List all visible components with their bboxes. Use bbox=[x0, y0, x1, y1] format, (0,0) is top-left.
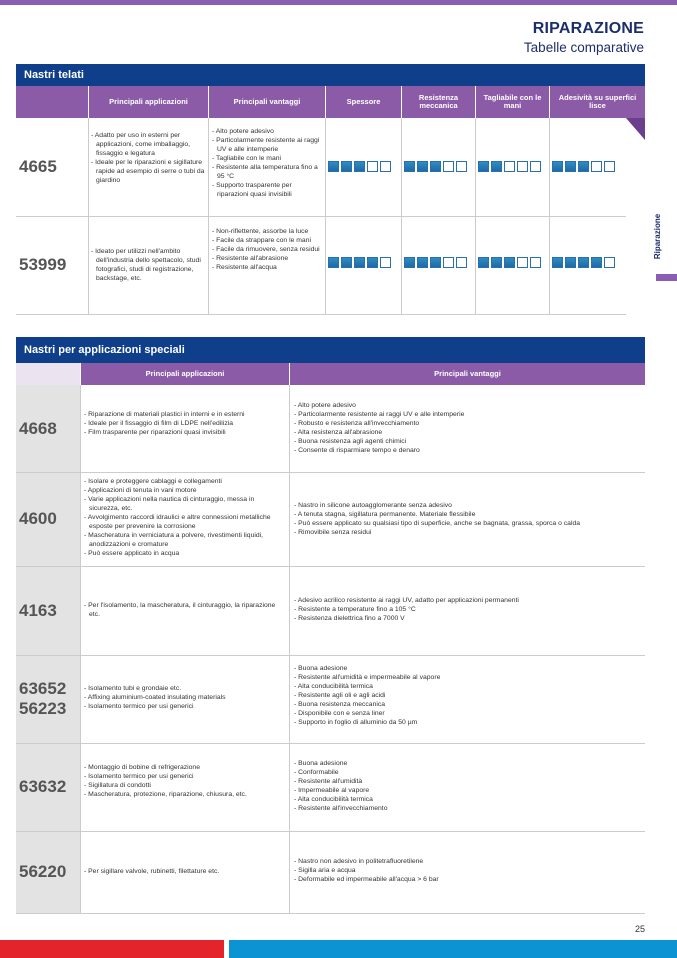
rating-square bbox=[417, 257, 428, 268]
side-tab-label: Riparazione bbox=[653, 213, 663, 260]
row-divider bbox=[16, 216, 626, 217]
product-code: 56220 bbox=[19, 862, 67, 882]
product-code: 4665 bbox=[19, 157, 57, 176]
row-divider bbox=[16, 566, 645, 567]
advantages-text: - Buona adesione - Resistente all'umidità e impermeabile al vapore - Alta conducibilità termica - Resistente agli oli e agli acidi - Buona resistenza meccanica - Disponibile con e senza liner - Supporto in foglio di alluminio da 50 µm bbox=[294, 665, 441, 726]
rating-square bbox=[443, 161, 454, 172]
row-divider bbox=[16, 472, 645, 473]
col-header-mechanical-resistance: Resistenza meccanica bbox=[401, 86, 475, 118]
product-code: 4600 bbox=[19, 509, 57, 529]
footer-red-bar bbox=[0, 940, 224, 958]
rating-square bbox=[591, 257, 602, 268]
rating-square bbox=[491, 257, 502, 268]
rating-square bbox=[504, 161, 515, 172]
section-title-nastri-telati: Nastri telati bbox=[16, 64, 645, 86]
page-title: RIPARAZIONE bbox=[532, 20, 644, 37]
rating-square bbox=[478, 257, 489, 268]
product-code: 63632 bbox=[19, 777, 67, 797]
col-header-hand-tearable: Tagliabile con le mani bbox=[475, 86, 549, 118]
rating-square bbox=[565, 161, 576, 172]
col-header-advantages: Principali vantaggi bbox=[208, 86, 325, 118]
rating-square bbox=[367, 257, 378, 268]
row-divider bbox=[16, 913, 645, 914]
rating-square bbox=[491, 161, 502, 172]
rating-mechanical-resistance bbox=[404, 257, 467, 268]
advantages-text: - Buona adesione - Conformabile - Resistente all'umidità - Impermeabile al vapore - Alta conducibilità termica - Resistente all'invecchiamento bbox=[294, 760, 388, 812]
rating-square bbox=[530, 161, 541, 172]
applications-text: - Ideato per utilizzi nell'ambito dell'industria dello spettacolo, studi fotografici, studi di registrazione, backstage, etc. bbox=[91, 248, 201, 282]
rating-square bbox=[552, 161, 563, 172]
col-header-thickness: Spessore bbox=[325, 86, 401, 118]
rating-square bbox=[604, 257, 615, 268]
rating-square bbox=[354, 257, 365, 268]
rating-thickness bbox=[328, 257, 391, 268]
rating-hand-tearable bbox=[478, 257, 541, 268]
rating-square bbox=[430, 161, 441, 172]
advantages-text: - Nastro in silicone autoagglomerante senza adesivo - A tenuta stagna, sigillatura permanente. Materiale flessibile - Può essere applicato su qualsiasi tipo di superficie, anche se bagnata, grassa, sporca o calda - Rimovibile senza residui bbox=[294, 502, 581, 536]
advantages-text: - Alto potere adesivo - Particolarmente resistente ai raggi UV e alle intemperie - Tagliabile con le mani - Resistente alla temperatura fino a 95 °C - Supporto trasparente per riparazioni quasi invisibili bbox=[212, 128, 320, 198]
product-code: 63652 56223 bbox=[19, 679, 67, 718]
applications-text: - Riparazione di materiali plastici in interni e in esterni - Ideale per il fissaggio di film di LDPE nell'edilizia - Film trasparente per riparazioni quasi invisibili bbox=[84, 411, 245, 436]
rating-adhesion bbox=[552, 161, 615, 172]
rating-square bbox=[552, 257, 563, 268]
rating-square bbox=[341, 161, 352, 172]
rating-square bbox=[367, 161, 378, 172]
header-corner-triangle bbox=[626, 118, 645, 140]
rating-hand-tearable bbox=[478, 161, 541, 172]
grid-line bbox=[80, 385, 81, 913]
rating-square bbox=[430, 257, 441, 268]
rating-square bbox=[578, 161, 589, 172]
rating-square bbox=[591, 161, 602, 172]
page-subtitle: Tabelle comparative bbox=[523, 40, 644, 55]
row-divider bbox=[16, 743, 645, 744]
rating-adhesion bbox=[552, 257, 615, 268]
rating-square bbox=[604, 161, 615, 172]
rating-square bbox=[530, 257, 541, 268]
footer-blue-bar bbox=[229, 940, 677, 958]
rating-mechanical-resistance bbox=[404, 161, 467, 172]
rating-square bbox=[443, 257, 454, 268]
top-accent-bar bbox=[0, 0, 677, 5]
advantages-text: - Adesivo acrilico resistente ai raggi UV, adatto per applicazioni permanenti - Resistente a temperature fino a 105 °C - Resistenza dielettrica fino a 7000 V bbox=[294, 597, 519, 622]
col-header-applications: Principali applicazioni bbox=[80, 363, 289, 385]
col-header-adhesion: Adesività su superfici lisce bbox=[549, 86, 645, 118]
applications-text: - Isolamento tubi e grondaie etc. - Affixing aluminium-coated insulating materials - Isolamento termico per usi generici bbox=[84, 685, 226, 710]
side-tab bbox=[654, 212, 672, 268]
rating-square bbox=[354, 161, 365, 172]
rating-square bbox=[517, 161, 528, 172]
applications-text: - Montaggio di bobine di refrigerazione - Isolamento termico per usi generici - Sigillatura di condotti - Mascheratura, protezione, riparazione, chiusura, etc. bbox=[84, 764, 247, 798]
rating-square bbox=[417, 161, 428, 172]
applications-text: - Adatto per uso in esterni per applicazioni, come imballaggio, fissaggio e legatura - Ideale per le riparazioni e sigillature rapide ad esempio di serre o tubi da giardino bbox=[91, 132, 205, 184]
col-header-advantages: Principali vantaggi bbox=[289, 363, 645, 385]
rating-square bbox=[380, 161, 391, 172]
product-code: 4668 bbox=[19, 418, 57, 438]
advantages-text: - Non-riflettente, assorbe la luce - Facile da strappare con le mani - Facile da rimuovere, senza residui - Resistente all'abrasione - Resistente all'acqua bbox=[212, 228, 320, 271]
applications-text: - Per l'isolamento, la mascheratura, il cinturaggio, la riparazione etc. bbox=[84, 602, 276, 618]
col-header-applications: Principali applicazioni bbox=[88, 86, 208, 118]
grid-line bbox=[289, 385, 290, 913]
rating-square bbox=[578, 257, 589, 268]
col-header-code bbox=[16, 86, 88, 118]
rating-square bbox=[328, 161, 339, 172]
advantages-text: - Alto potere adesivo - Particolarmente resistente ai raggi UV e alle intemperie - Robusto e resistenza all'invecchiamento - Alta resistenza all'abrasione - Buona resistenza agli agenti chimici - Consente di risparmiare tempo e denaro bbox=[294, 402, 465, 454]
product-code: 53999 bbox=[19, 255, 67, 274]
row-divider bbox=[16, 655, 645, 656]
row-divider bbox=[16, 314, 626, 315]
applications-text: - Isolare e proteggere cablaggi e collegamenti - Applicazioni di tenuta in vani motore - Varie applicazioni nella nautica di cinturaggio, messa in sicurezza, etc. - Avvolgimento raccordi idraulici e altre connessioni metalliche esposte per prevenire la corrosione - Mascheratura in verniciatura a polvere, rivestimenti liquidi, anodizzazioni e cromature - Può essere applicato in acqua bbox=[84, 478, 271, 557]
side-tab-marker bbox=[656, 274, 677, 281]
row-divider bbox=[16, 831, 645, 832]
rating-square bbox=[456, 257, 467, 268]
rating-square bbox=[341, 257, 352, 268]
rating-square bbox=[456, 161, 467, 172]
applications-text: - Per sigillare valvole, rubinetti, filettature etc. bbox=[84, 868, 220, 875]
rating-square bbox=[404, 257, 415, 268]
page-number: 25 bbox=[634, 924, 645, 934]
section-title-special: Nastri per applicazioni speciali bbox=[16, 337, 645, 363]
rating-square bbox=[504, 257, 515, 268]
rating-square bbox=[380, 257, 391, 268]
advantages-text: - Nastro non adesivo in politetrafluoretilene - Sigilla aria e acqua - Deformabile ed impermeabile all'acqua > 6 bar bbox=[294, 858, 439, 883]
rating-square bbox=[328, 257, 339, 268]
rating-square bbox=[404, 161, 415, 172]
rating-square bbox=[517, 257, 528, 268]
rating-square bbox=[478, 161, 489, 172]
rating-thickness bbox=[328, 161, 391, 172]
product-code: 4163 bbox=[19, 600, 57, 620]
rating-square bbox=[565, 257, 576, 268]
